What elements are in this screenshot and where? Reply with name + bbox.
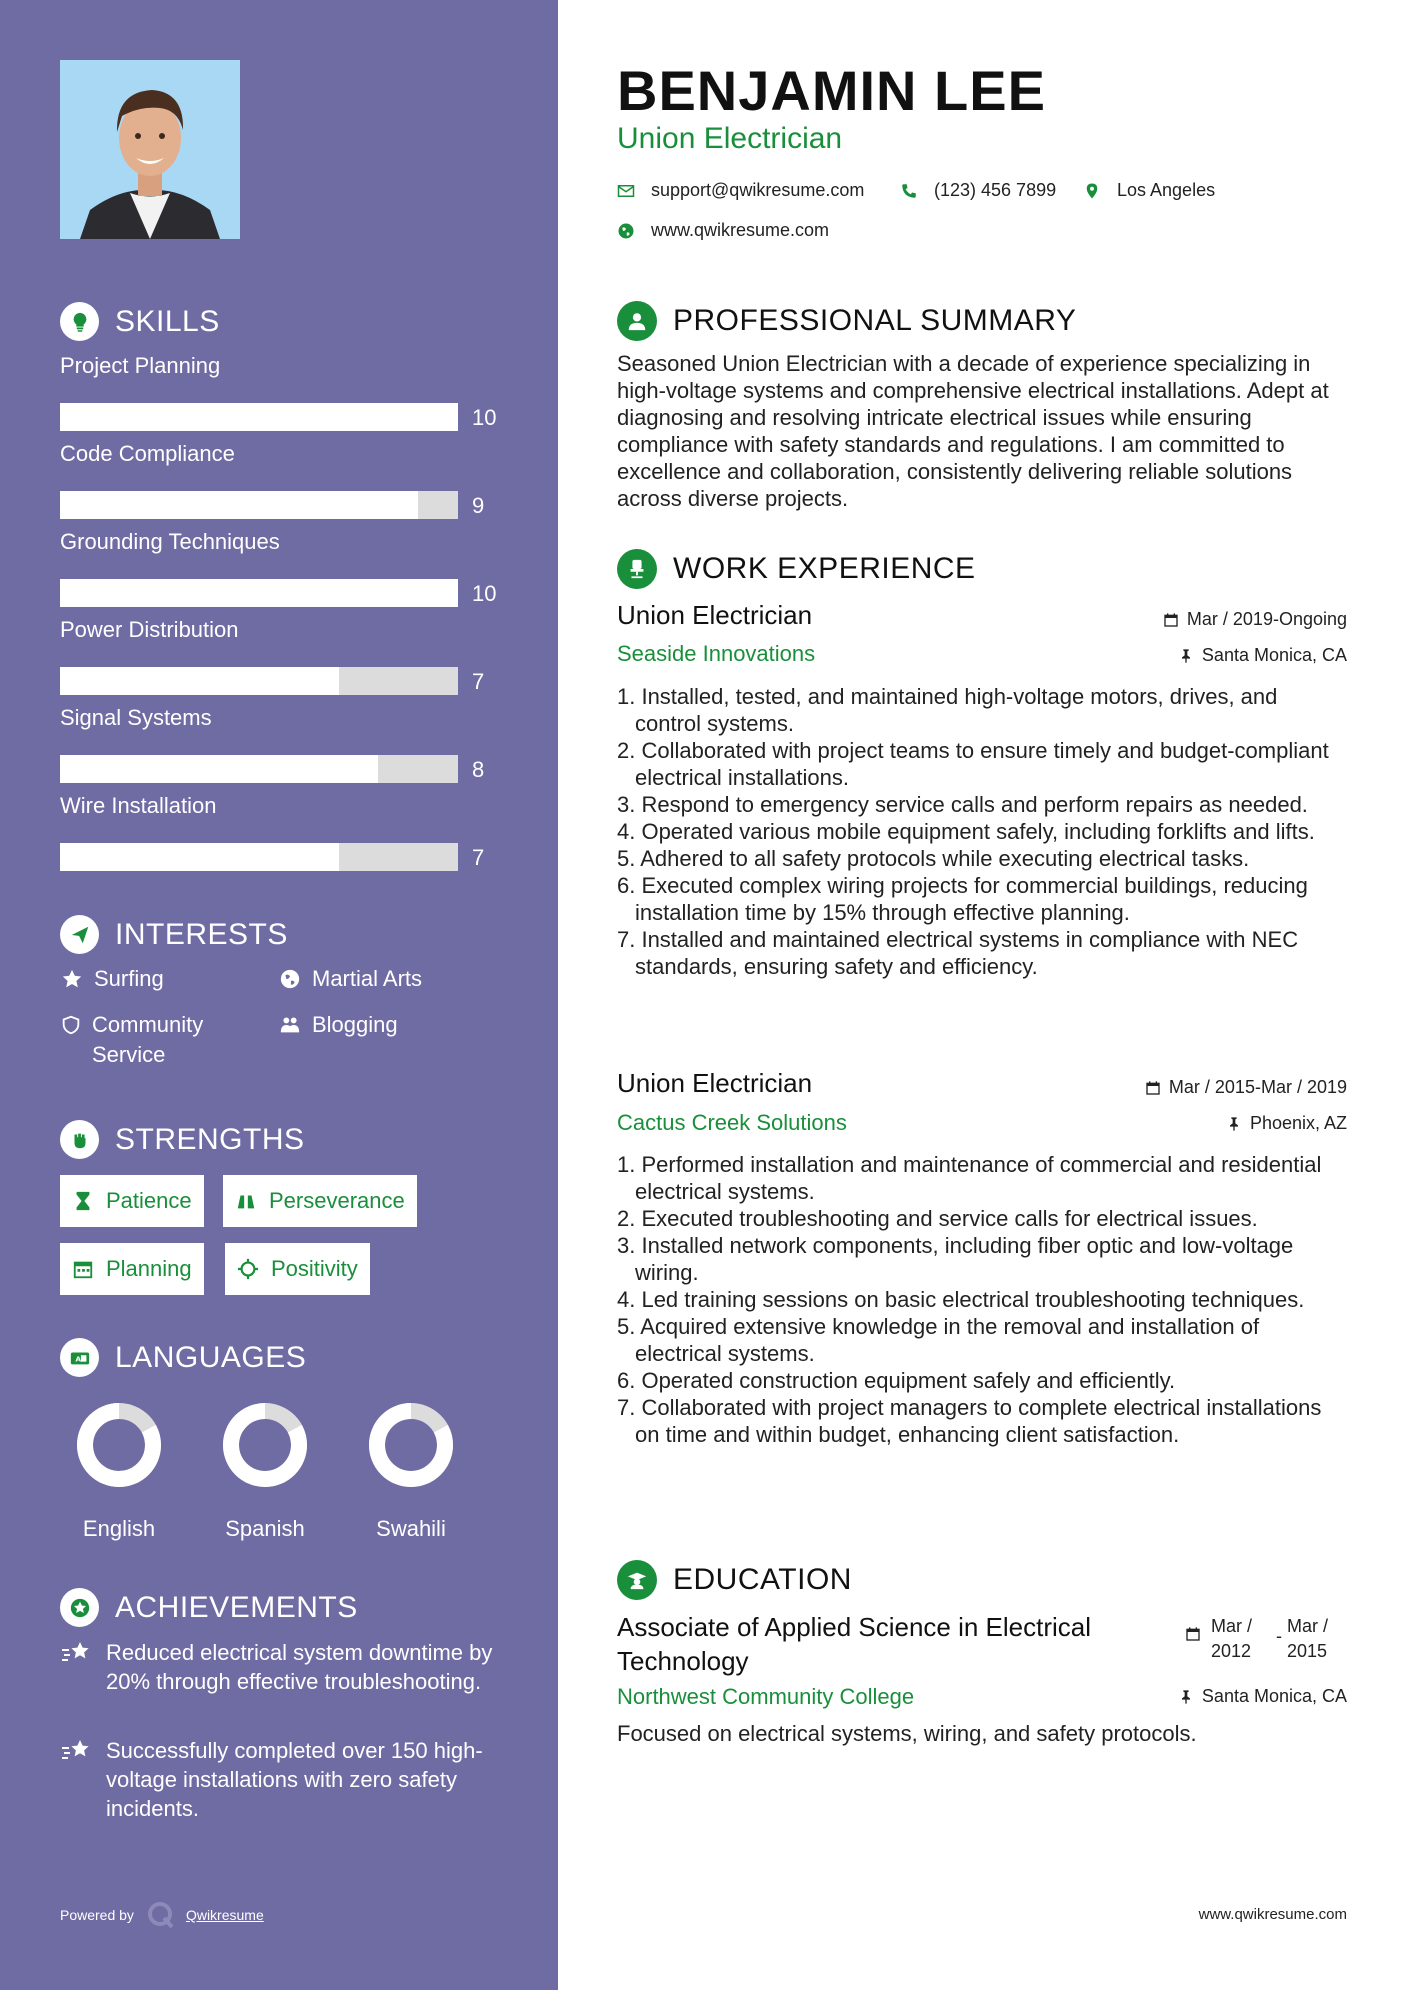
education-location-text: Santa Monica, CA bbox=[1201, 1686, 1347, 1706]
job-duties bbox=[617, 683, 1347, 980]
skill-item bbox=[60, 791, 510, 870]
languages-heading bbox=[60, 1338, 306, 1377]
skill-value: 7 bbox=[472, 845, 485, 870]
education-end-year: 2015 bbox=[1287, 1641, 1328, 1661]
interest-item bbox=[278, 1010, 398, 1040]
language-item bbox=[346, 1400, 476, 1542]
summary-heading bbox=[617, 301, 1076, 341]
calendar-icon bbox=[1163, 612, 1179, 628]
education-start-month: Mar / bbox=[1211, 1616, 1253, 1636]
duty-item: 1. Performed installation and maintenance of commercial and residential electrical systems. bbox=[617, 1152, 1322, 1204]
interest-item bbox=[60, 1010, 240, 1070]
contact-location bbox=[1083, 180, 1215, 201]
skill-item bbox=[60, 527, 510, 606]
skill-value: 8 bbox=[472, 757, 485, 782]
skill-bar-fill bbox=[60, 667, 339, 695]
duty-item: 7. Collaborated with project managers to complete electrical installations on time and within budget, enhancing client satisfaction. bbox=[617, 1395, 1322, 1447]
job-location bbox=[1226, 1113, 1347, 1134]
education-school: Northwest Community College bbox=[617, 1684, 915, 1709]
skill-bar-fill bbox=[60, 403, 458, 431]
skill-name: Signal Systems bbox=[60, 705, 212, 730]
strength-badge bbox=[225, 1243, 370, 1295]
candidate-role: Union Electrician bbox=[617, 122, 843, 155]
education-end-month: Mar / bbox=[1287, 1616, 1329, 1636]
strength-badge bbox=[223, 1175, 417, 1227]
language-donut bbox=[366, 1400, 456, 1490]
languages-title: LANGUAGES bbox=[115, 1340, 307, 1374]
experience-heading bbox=[617, 549, 976, 589]
skill-bar bbox=[60, 579, 458, 607]
map-pin-icon bbox=[1083, 182, 1101, 200]
footer-website[interactable]: www.qwikresume.com bbox=[1198, 1906, 1347, 1923]
skills-heading bbox=[60, 302, 220, 341]
skill-name: Wire Installation bbox=[60, 793, 217, 818]
skills-title: SKILLS bbox=[115, 304, 220, 338]
profile-photo bbox=[60, 60, 240, 239]
job-dates bbox=[1145, 1077, 1347, 1098]
shooting-star-icon bbox=[60, 1638, 94, 1668]
skill-name: Code Compliance bbox=[60, 441, 235, 466]
duty-item: 7. Installed and maintained electrical systems in compliance with NEC standards, ensuring safety and efficiency. bbox=[617, 927, 1299, 979]
phone-icon bbox=[900, 182, 918, 200]
job-location-text: Santa Monica, CA bbox=[1201, 645, 1347, 665]
phone-text: (123) 456 7899 bbox=[934, 180, 1057, 200]
skill-bar bbox=[60, 491, 458, 519]
skill-item bbox=[60, 703, 510, 782]
language-donut bbox=[220, 1400, 310, 1490]
qwikresume-link[interactable]: Qwikresume bbox=[185, 1907, 264, 1923]
job-dates bbox=[1163, 609, 1347, 630]
qwikresume-logo-icon bbox=[146, 1900, 176, 1930]
shield-icon bbox=[60, 1010, 82, 1040]
email-text: support@qwikresume.com bbox=[651, 180, 865, 200]
globe-icon bbox=[278, 964, 302, 994]
skill-bar-fill bbox=[60, 491, 418, 519]
achievement-text: Reduced electrical system downtime by 20% through effective troubleshooting. bbox=[106, 1640, 493, 1694]
skill-bar bbox=[60, 843, 458, 871]
skill-bar-fill bbox=[60, 843, 339, 871]
language-name: Spanish bbox=[225, 1516, 305, 1541]
contact-email[interactable] bbox=[617, 180, 864, 201]
shooting-star-icon bbox=[60, 1736, 94, 1766]
skill-value: 10 bbox=[472, 581, 497, 606]
education-heading bbox=[617, 1560, 852, 1600]
education-end bbox=[1287, 1614, 1347, 1664]
strength-label: Positivity bbox=[271, 1256, 358, 1281]
location-text: Los Angeles bbox=[1117, 180, 1216, 200]
achievements-heading bbox=[60, 1588, 358, 1627]
job-location-text: Phoenix, AZ bbox=[1249, 1113, 1347, 1133]
job-dates-text: Mar / 2019-Ongoing bbox=[1186, 609, 1347, 629]
calendar-icon bbox=[1145, 1080, 1161, 1096]
interests-heading bbox=[60, 915, 288, 954]
language-name: English bbox=[82, 1516, 156, 1541]
skill-name: Grounding Techniques bbox=[60, 529, 280, 554]
hourglass-icon bbox=[72, 1190, 94, 1212]
education-description: Focused on electrical systems, wiring, and safety protocols. bbox=[617, 1721, 1197, 1746]
office-chair-icon bbox=[617, 549, 657, 589]
duty-item: 2. Collaborated with project teams to ensure timely and budget-compliant electrical installations. bbox=[617, 738, 1329, 790]
job-company: Cactus Creek Solutions bbox=[617, 1110, 847, 1135]
interest-label: Blogging bbox=[312, 1012, 398, 1037]
strength-label: Planning bbox=[106, 1256, 192, 1281]
interest-item bbox=[278, 964, 422, 994]
powered-by-label: Powered by bbox=[60, 1907, 134, 1923]
achievement-text: Successfully completed over 150 high-voltage installations with zero safety incidents. bbox=[106, 1738, 483, 1821]
duty-item: 3. Installed network components, including fiber optic and low-voltage wiring. bbox=[617, 1233, 1294, 1285]
education-location bbox=[1178, 1686, 1347, 1707]
duty-item: 5. Adhered to all safety protocols while executing electrical tasks. bbox=[617, 846, 1250, 871]
language-item bbox=[200, 1400, 330, 1542]
language-item bbox=[54, 1400, 184, 1542]
envelope-icon bbox=[617, 182, 635, 200]
pushpin-icon bbox=[1226, 1116, 1242, 1132]
calendar-icon bbox=[1185, 1626, 1201, 1642]
job-title: Union Electrician bbox=[617, 1068, 813, 1098]
award-star-icon bbox=[60, 1588, 99, 1627]
skill-item bbox=[60, 439, 510, 518]
job-location bbox=[1178, 645, 1347, 666]
job-company: Seaside Innovations bbox=[617, 641, 816, 666]
strength-label: Patience bbox=[106, 1188, 192, 1213]
duty-item: 1. Installed, tested, and maintained high-voltage motors, drives, and control systems. bbox=[617, 684, 1278, 736]
skill-value: 10 bbox=[472, 405, 497, 430]
experience-title: WORK EXPERIENCE bbox=[673, 552, 976, 585]
duty-item: 4. Operated various mobile equipment safely, including forklifts and lifts. bbox=[617, 819, 1315, 844]
strength-label: Perseverance bbox=[269, 1188, 405, 1213]
star-icon bbox=[60, 964, 84, 994]
svg-text:A: A bbox=[74, 1354, 81, 1364]
education-dates bbox=[1185, 1614, 1347, 1664]
powered-by bbox=[60, 1900, 264, 1930]
skill-bar bbox=[60, 755, 458, 783]
duty-item: 5. Acquired extensive knowledge in the removal and installation of electrical systems. bbox=[617, 1314, 1260, 1366]
duty-item: 4. Led training sessions on basic electrical troubleshooting techniques. bbox=[617, 1287, 1305, 1312]
achievement-item bbox=[60, 1736, 500, 1823]
language-icon bbox=[60, 1338, 99, 1377]
sidebar bbox=[0, 0, 558, 1990]
users-icon bbox=[278, 1010, 302, 1040]
pushpin-icon bbox=[1178, 1689, 1194, 1705]
strengths-title: STRENGTHS bbox=[115, 1122, 305, 1156]
skill-name: Power Distribution bbox=[60, 617, 239, 642]
skill-value: 9 bbox=[472, 493, 485, 518]
paper-plane-icon bbox=[60, 915, 99, 954]
job-title: Union Electrician bbox=[617, 600, 813, 630]
interest-item bbox=[60, 964, 164, 994]
skill-bar bbox=[60, 403, 458, 431]
language-name: Swahili bbox=[376, 1516, 446, 1541]
website-text: www.qwikresume.com bbox=[651, 220, 830, 240]
lightbulb-icon bbox=[60, 302, 99, 341]
interest-label: Martial Arts bbox=[312, 966, 423, 991]
summary-title: PROFESSIONAL SUMMARY bbox=[673, 304, 1077, 337]
binoculars-icon bbox=[235, 1190, 257, 1212]
sun-icon bbox=[237, 1258, 259, 1280]
education-start bbox=[1211, 1614, 1271, 1664]
graduate-icon bbox=[617, 1560, 657, 1600]
language-donut bbox=[74, 1400, 164, 1490]
job-dates-text: Mar / 2015-Mar / 2019 bbox=[1168, 1077, 1347, 1097]
achievements-title: ACHIEVEMENTS bbox=[115, 1590, 358, 1624]
summary-text: Seasoned Union Electrician with a decade of experience specializing in high-voltage systems and comprehensive electrical installations. Adept at diagnosing and resolving intricate electrical issues while ensuring compliance with safety standards and regulations. I am committed to excellence and collaboration, consistently delivering reliable solutions across diverse projects. bbox=[617, 351, 1329, 511]
achievement-item bbox=[60, 1638, 500, 1696]
education-title: EDUCATION bbox=[673, 1563, 852, 1596]
duty-item: 2. Executed troubleshooting and service calls for electrical issues. bbox=[617, 1206, 1258, 1231]
interest-label: Community Service bbox=[92, 1012, 204, 1067]
skill-bar-fill bbox=[60, 755, 378, 783]
skill-name: Project Planning bbox=[60, 353, 221, 378]
contact-website[interactable] bbox=[617, 220, 829, 241]
duty-item: 3. Respond to emergency service calls and perform repairs as needed. bbox=[617, 792, 1308, 817]
education-degree: Associate of Applied Science in Electrical Technology bbox=[617, 1612, 1092, 1676]
education-date-separator: - bbox=[1276, 1626, 1282, 1646]
skill-item bbox=[60, 351, 510, 430]
pushpin-icon bbox=[1178, 648, 1194, 664]
duty-item: 6. Operated construction equipment safely and efficiently. bbox=[617, 1368, 1176, 1393]
skill-bar-fill bbox=[60, 579, 458, 607]
user-icon bbox=[617, 301, 657, 341]
contact-phone[interactable] bbox=[900, 180, 1056, 201]
globe-icon bbox=[617, 222, 635, 240]
strength-badge bbox=[60, 1175, 204, 1227]
candidate-name: BENJAMIN LEE bbox=[617, 59, 1046, 122]
calendar-icon bbox=[72, 1258, 94, 1280]
education-start-year: 2012 bbox=[1211, 1641, 1252, 1661]
interest-label: Surfing bbox=[94, 966, 164, 991]
duty-item: 6. Executed complex wiring projects for commercial buildings, reducing installation time by 15% through effective planning. bbox=[617, 873, 1308, 925]
interests-title: INTERESTS bbox=[115, 917, 288, 951]
skill-value: 7 bbox=[472, 669, 485, 694]
strengths-heading bbox=[60, 1120, 305, 1159]
strength-badge bbox=[60, 1243, 204, 1295]
skill-bar bbox=[60, 667, 458, 695]
raised-fist-icon bbox=[60, 1120, 99, 1159]
skill-item bbox=[60, 615, 510, 694]
job-duties bbox=[617, 1151, 1347, 1448]
